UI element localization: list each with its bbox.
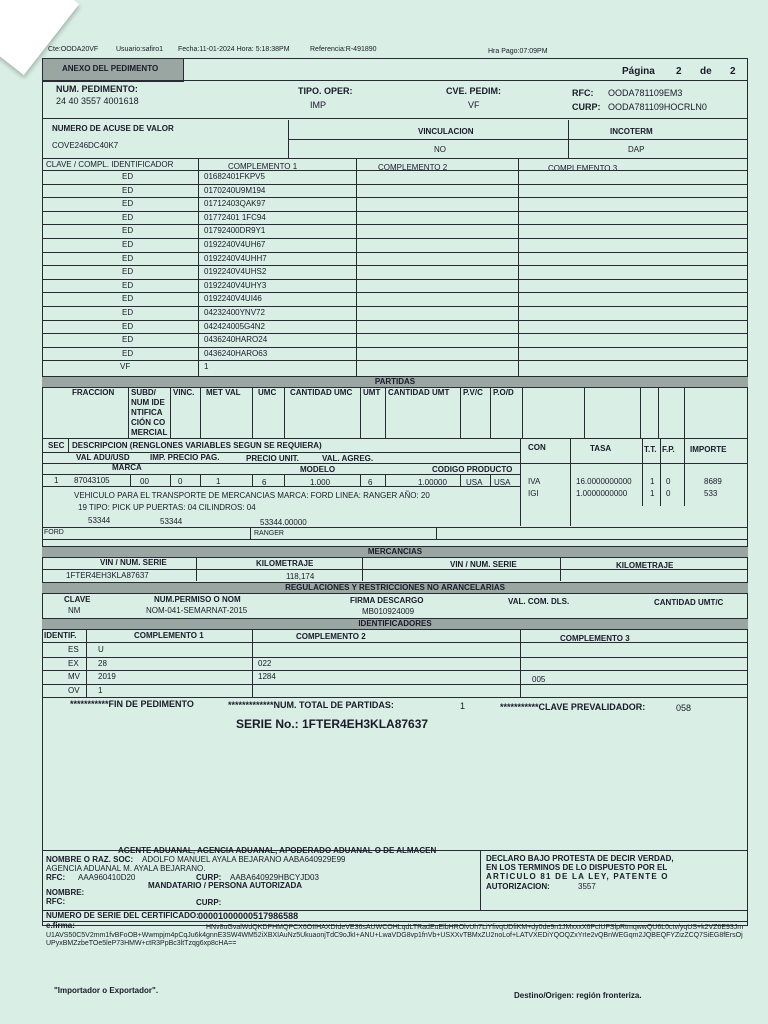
item-descripcion-1: VEHICULO PARA EL TRANSPORTE DE MERCANCIAS MARCA: FORD LINEA: RANGER AÑO: 20 xyxy=(74,491,430,500)
rfc-value: OODA781109EM3 xyxy=(608,88,683,98)
cve-pedim: VF xyxy=(468,100,480,110)
idtop-clave: ED xyxy=(122,213,134,222)
col-cantidad-umt: CANTIDAD UMT xyxy=(388,388,450,397)
top-cte: Cte:OODA20VF xyxy=(48,46,99,53)
item-cantidad-umc: 1.000 xyxy=(310,478,331,487)
regulaciones-title: REGULACIONES Y RESTRICCIONES NO ARANCELARIAS xyxy=(285,583,505,592)
incoterm-label: INCOTERM xyxy=(610,127,653,136)
idtop-clave: ED xyxy=(122,199,134,208)
contrib-fp: 0 xyxy=(666,477,671,486)
idtop-comp1: 042424005G4N2 xyxy=(204,322,265,331)
fin-pedimento: ***********FIN DE PEDIMENTO xyxy=(70,699,194,709)
idtop-comp1: 0192240V4UHS2 xyxy=(204,267,267,276)
rfc-label: RFC: xyxy=(572,88,594,98)
table-row-divider xyxy=(42,292,748,293)
idtop-comp1: 01772401 1FC94 xyxy=(204,213,266,222)
table-row-divider xyxy=(42,684,748,685)
mandatario-curp-label: CURP: xyxy=(196,898,222,907)
curp-value: OODA781109HOCRLN0 xyxy=(608,102,707,112)
idtop-comp1: 0170240U9M194 xyxy=(204,186,266,195)
table-row-divider xyxy=(42,197,748,198)
item-imp-precio: 53344 xyxy=(160,517,183,526)
precio-unit-label: PRECIO UNIT. xyxy=(246,454,299,463)
declaro-line-2: EN LOS TERMINOS DE LO DISPUESTO POR EL xyxy=(486,863,668,872)
num-total-value: 1 xyxy=(460,701,466,711)
contrib-con: IGI xyxy=(528,489,539,498)
num-pedimento-label: NUM. PEDIMENTO: xyxy=(56,84,138,94)
ident-header-c3: COMPLEMENTO 3 xyxy=(560,634,630,643)
ident-c2: 022 xyxy=(258,659,272,668)
agente-rfc-label: RFC: xyxy=(46,873,66,882)
table-row-divider xyxy=(42,211,748,212)
pagina-de: de xyxy=(700,66,712,77)
item-sec: 1 xyxy=(54,476,59,485)
reg-valcom-label: VAL. COM. DLS. xyxy=(508,597,570,606)
declaro-autorizacion-label: AUTORIZACION: xyxy=(486,882,550,891)
agente-title: AGENTE ADUANAL, AGENCIA ADUANAL, APODERADO ADUANAL O DE ALMACEN xyxy=(118,846,437,855)
idtop-clave: ED xyxy=(122,349,134,358)
idtop-comp1: 0436240HARO24 xyxy=(204,335,268,344)
idtop-header-comp2: COMPLEMENTO 2 xyxy=(378,163,448,172)
table-row-divider xyxy=(42,170,748,171)
col-met-val: MET VAL xyxy=(206,388,241,397)
partidas-band xyxy=(42,376,748,388)
marca-label: MARCA xyxy=(112,463,142,472)
contrib-con: IVA xyxy=(528,477,541,486)
agente-nombre: ADOLFO MANUEL AYALA BEJARANO AABA640929E99 xyxy=(142,855,346,864)
prevalidador-value: 058 xyxy=(676,703,692,713)
ident-header-id: IDENTIF. xyxy=(44,631,77,640)
mandatario-rfc-label: RFC: xyxy=(46,897,66,906)
agente-rfc: AAA960410D20 xyxy=(78,873,136,882)
item-fraccion: 87043105 xyxy=(74,476,110,485)
idtop-comp1: 01792400DR9Y1 xyxy=(204,226,266,235)
reg-permiso-label: NUM.PERMISO O NOM xyxy=(154,595,241,604)
table-row-divider xyxy=(42,279,748,280)
tipo-oper-label: TIPO. OPER: xyxy=(298,86,353,96)
ident-c1: U xyxy=(98,645,104,654)
item-subd: 00 xyxy=(140,477,149,486)
col-fraccion: FRACCION xyxy=(72,388,115,397)
ident-c2: 1284 xyxy=(258,672,276,681)
reg-cantidad-label: CANTIDAD UMT/C xyxy=(654,598,724,607)
sec-label: SEC xyxy=(48,441,65,450)
item-met-val: 1 xyxy=(216,477,221,486)
table-row-divider xyxy=(42,360,748,361)
serie-cert-label: NUMERO DE SERIE DEL CERTIFICADO: xyxy=(46,911,199,920)
ident-id: MV xyxy=(68,672,80,681)
vin-label-1: VIN / NUM. SERIE xyxy=(100,558,167,567)
serie-number: SERIE No.: 1FTER4EH3KLA87637 xyxy=(236,717,429,731)
table-row-divider xyxy=(42,238,748,239)
mandatario-label: MANDATARIO / PERSONA AUTORIZADA xyxy=(148,881,303,890)
idtop-comp1: 01682401FKPV5 xyxy=(204,172,265,181)
partidas-title: PARTIDAS xyxy=(374,377,416,386)
idtop-comp1: 0192240V4UI46 xyxy=(204,294,262,303)
item-precio-unit: 53344.00000 xyxy=(260,518,307,527)
km-value: 118,174 xyxy=(286,572,315,581)
idtop-clave: ED xyxy=(122,226,134,235)
item-vinc: 0 xyxy=(178,477,183,486)
ident-c1: 1 xyxy=(98,686,103,695)
idtop-header-comp1: COMPLEMENTO 1 xyxy=(228,162,298,171)
contrib-tt: 1 xyxy=(650,477,655,486)
declaro-line-3: ARTICULO 81 DE LA LEY, PATENTE O xyxy=(486,872,669,881)
imp-precio-label: IMP. PRECIO PAG. xyxy=(150,453,220,462)
table-row-divider xyxy=(42,320,748,321)
table-row-divider xyxy=(42,333,748,334)
declaro-line-1: DECLARO BAJO PROTESTA DE DECIR VERDAD, xyxy=(486,854,674,863)
mercancias-band xyxy=(42,546,748,558)
idtop-clave: ED xyxy=(122,308,134,317)
idtop-clave: ED xyxy=(122,186,134,195)
reg-clave-label: CLAVE xyxy=(64,595,91,604)
idtop-comp1: 0436240HARO63 xyxy=(204,349,268,358)
agente-curp: AABA640929HBCYJD03 xyxy=(230,873,319,882)
importe-label: IMPORTE xyxy=(690,445,727,454)
idtop-clave: ED xyxy=(122,294,134,303)
idtop-clave: VF xyxy=(120,362,131,371)
table-row-divider xyxy=(42,347,748,348)
col-subd: SUBD/ NUM IDE NTIFICA CIÓN CO MERCIAL xyxy=(131,388,168,437)
table-row-divider xyxy=(42,265,748,266)
tipo-oper: IMP xyxy=(310,100,327,110)
top-referencia: Referencia:R-491890 xyxy=(310,46,377,53)
vinculacion-label: VINCULACION xyxy=(418,127,474,136)
top-hra-pago: Hra Pago:07:09PM xyxy=(488,48,548,55)
ident-id: OV xyxy=(68,686,80,695)
idtop-comp1: 0192240V4UH67 xyxy=(204,240,266,249)
table-row-divider xyxy=(42,670,748,671)
footer-left: "Importador o Exportador". xyxy=(54,986,159,995)
item-pvc: USA xyxy=(466,478,483,487)
item-cantidad-umt: 1.00000 xyxy=(418,478,447,487)
item-umc: 6 xyxy=(262,478,267,487)
agente-agencia: AGENCIA ADUANAL M. AYALA BEJARANO. xyxy=(46,864,206,873)
table-row-divider xyxy=(42,657,748,658)
codigo-producto-label: CODIGO PRODUCTO xyxy=(432,465,513,474)
pagina-num: 2 xyxy=(676,66,682,77)
contrib-importe: 533 xyxy=(704,489,718,498)
efirma-value: HNv8uGvalWdQKDPHMQPCX6OIIHAXDIdeVE36sAUWCOHLqdLTRadEuElbHROlvUh7LiYfivqUDfiKM+dy0de9n1JMxxxX6PcIUFSlpRtmqwwQU6L0ctv/yqUS+k2VZ6E93JmU1AVS50C5V2mm1fvBFoOB+Wwmpjm4pCqJu6k4gnnE3SW4WM52iXBXIAuNz5UkuaonjTdC9oJkI+ANU+LwaVDG8vp1fnVb+USXXvTBMxZU2noLof+LATVXEDiYQOQZxYrIe2vQBnWEGqm2JQBEQFYZizZCQ7SiEG8fErsOjUPyxBMZzbeTOe5leP73HMW+ctR3PpBc3ltTzqg6xp8cHA== xyxy=(46,924,744,947)
km-label-1: KILOMETRAJE xyxy=(256,559,314,568)
modelo-label: MODELO xyxy=(300,465,336,474)
idtop-comp1: 0192240V4UHH7 xyxy=(204,254,267,263)
pagina-label: Página xyxy=(622,66,655,77)
km-label-2: KILOMETRAJE xyxy=(616,561,674,570)
top-fecha: Fecha:11-01-2024 Hora: 5:18:38PM xyxy=(178,46,290,53)
reg-clave: NM xyxy=(68,606,81,615)
mandatario-nombre-label: NOMBRE: xyxy=(46,888,85,897)
efirma-label: e.firma: xyxy=(46,921,75,930)
declaro-patente: 3557 xyxy=(578,882,596,891)
prevalidador-label: ***********CLAVE PREVALIDADOR: xyxy=(500,702,646,712)
idtop-clave: ED xyxy=(122,254,134,263)
idtop-clave: ED xyxy=(122,322,134,331)
ident-header-c2: COMPLEMENTO 2 xyxy=(296,632,366,641)
table-row-divider xyxy=(42,224,748,225)
val-adu-label: VAL ADU/USD xyxy=(76,453,130,462)
ident-id: ES xyxy=(68,645,79,654)
item-pod: USA xyxy=(494,478,511,487)
mercancias-title: MERCANCIAS xyxy=(367,547,423,556)
idtop-comp1: 1 xyxy=(204,362,209,371)
footer-right: Destino/Origen: región fronteriza. xyxy=(514,991,642,1000)
idtop-clave: ED xyxy=(122,172,134,181)
col-umt: UMT xyxy=(363,388,381,397)
identificadores-title: IDENTIFICADORES xyxy=(358,619,432,628)
table-row-divider xyxy=(42,184,748,185)
contrib-fp: 0 xyxy=(666,489,671,498)
col-pod: P.O/D xyxy=(493,388,514,397)
idtop-comp1: 0192240V4UHY3 xyxy=(204,281,267,290)
agente-curp-label: CURP: xyxy=(196,873,222,882)
anexo-title: ANEXO DEL PEDIMENTO xyxy=(62,64,159,73)
regulaciones-band xyxy=(42,582,748,594)
descripcion-label: DESCRIPCION (RENGLONES VARIABLES SEGUN SE REQUIERA) xyxy=(72,441,322,450)
idtop-comp1: 04232400YNV72 xyxy=(204,308,265,317)
contrib-tasa: 16.0000000000 xyxy=(576,477,632,486)
idtop-header-clave: CLAVE / COMPL. IDENTIFICADOR xyxy=(46,160,174,169)
tasa-label: TASA xyxy=(590,444,612,453)
table-row-divider xyxy=(42,306,748,307)
identificadores-band xyxy=(42,618,748,630)
idtop-clave: ED xyxy=(122,267,134,276)
reg-firma-label: FIRMA DESCARGO xyxy=(350,596,424,605)
ident-c1: 28 xyxy=(98,659,107,668)
col-cantidad-umc: CANTIDAD UMC xyxy=(290,388,353,397)
num-total-label: *************NUM. TOTAL DE PARTIDAS: xyxy=(228,700,394,710)
curp-label: CURP: xyxy=(572,102,601,112)
item-marca: FORD xyxy=(44,529,64,536)
ident-c3: 005 xyxy=(532,675,546,684)
vinculacion-value: NO xyxy=(434,145,446,154)
col-umc: UMC xyxy=(258,388,277,397)
num-pedimento: 24 40 3557 4001618 xyxy=(56,96,139,106)
table-row-divider xyxy=(42,252,748,253)
col-vinc: VINC. xyxy=(173,388,195,397)
idtop-clave: ED xyxy=(122,240,134,249)
ident-id: EX xyxy=(68,659,79,668)
acuse-label: NUMERO DE ACUSE DE VALOR xyxy=(52,124,174,133)
item-modelo: RANGER xyxy=(254,530,284,537)
tt-label: T.T. xyxy=(644,445,657,454)
top-usuario: Usuario:safiro1 xyxy=(116,46,164,53)
contrib-importe: 8689 xyxy=(704,477,722,486)
pagina-total: 2 xyxy=(730,66,736,77)
contrib-tasa: 1.0000000000 xyxy=(576,489,628,498)
acuse-value: COVE246DC40K7 xyxy=(52,141,119,150)
serie-cert-value: 00001000000517986588 xyxy=(198,911,299,921)
item-descripcion-2: 19 TIPO: PICK UP PUERTAS: 04 CILINDROS: 04 xyxy=(78,503,256,512)
ident-c1: 2019 xyxy=(98,672,116,681)
val-agreg-label: VAL. AGREG. xyxy=(322,454,374,463)
con-label: CON xyxy=(528,443,546,452)
vin-value: 1FTER4EH3KLA87637 xyxy=(66,571,149,580)
ident-header-c1: COMPLEMENTO 1 xyxy=(134,631,204,640)
col-pvc: P.V/C xyxy=(463,388,483,397)
contrib-tt: 1 xyxy=(650,489,655,498)
cve-pedim-label: CVE. PEDIM: xyxy=(446,86,502,96)
item-val-adu: 53344 xyxy=(88,516,111,525)
vin-label-2: VIN / NUM. SERIE xyxy=(450,560,517,569)
incoterm-value: DAP xyxy=(628,145,645,154)
idtop-clave: ED xyxy=(122,335,134,344)
item-umt: 6 xyxy=(368,478,373,487)
reg-permiso: NOM-041-SEMARNAT-2015 xyxy=(146,606,248,615)
agente-nombre-label: NOMBRE O RAZ. SOC: xyxy=(46,855,134,864)
idtop-clave: ED xyxy=(122,281,134,290)
idtop-comp1: 01712403QAK97 xyxy=(204,199,266,208)
idtop-header-comp3: COMPLEMENTO 3 xyxy=(548,164,618,173)
reg-firma: MB010924009 xyxy=(362,607,415,616)
fp-label: F.P. xyxy=(662,445,675,454)
